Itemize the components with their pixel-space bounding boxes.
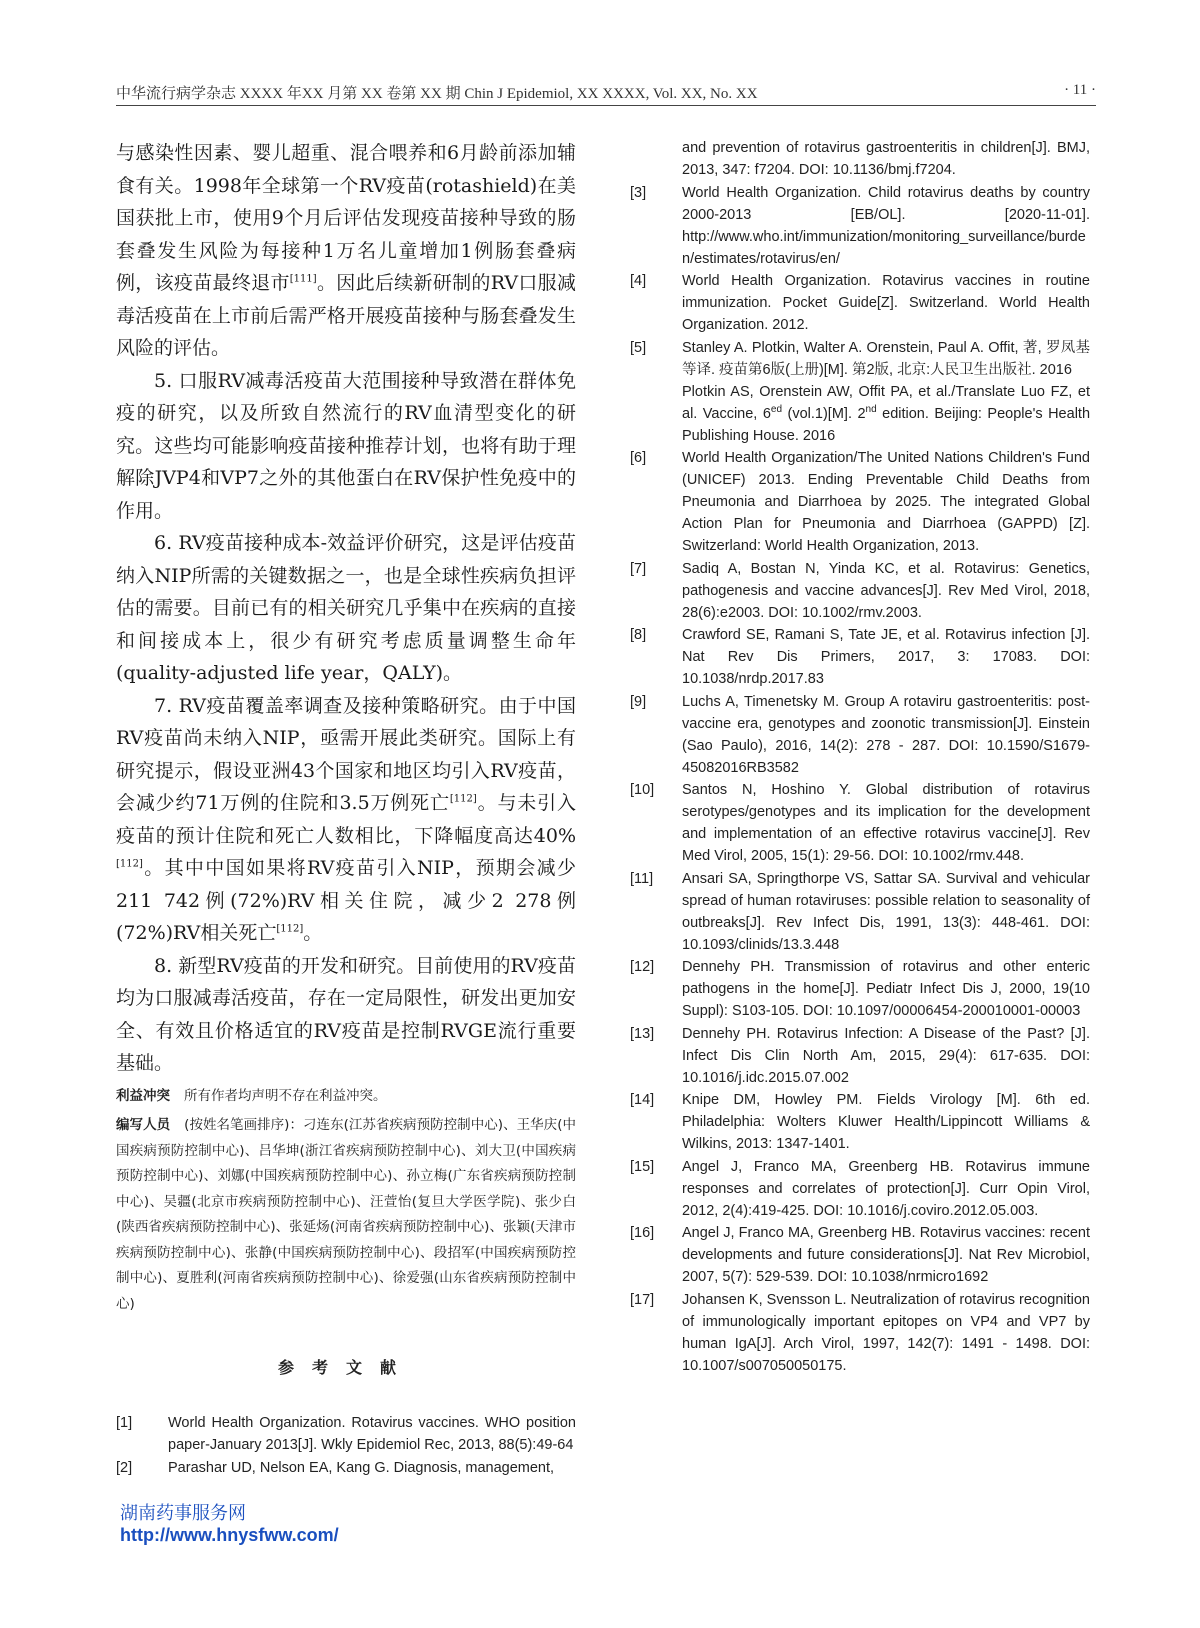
reference-text: Angel J, Franco MA, Greenberg HB. Rotavirus immune responses and correlates of protection[J]. Curr Opin Virol, 2012, 2(4):419-425. DOI: 10.1016/j.coviro.2012.05.003.: [682, 1158, 1090, 1219]
reference-item: [630, 868, 1090, 956]
reference-item: [630, 447, 1090, 557]
left-column: [116, 137, 576, 1479]
reference-number: [16]: [630, 1225, 655, 1241]
right-column: [630, 137, 1090, 1377]
reference-item: [630, 270, 1090, 336]
reference-item: [630, 956, 1090, 1022]
reference-text: World Health Organization. Child rotavirus deaths by country 2000-2013 [EB/OL]. [2020-11-01]. http://www.who.int/immunization/monitoring_surveillance/burden/estimates/rotavirus/en/: [682, 184, 1090, 267]
watermark-site-name: 湖南药事服务网: [120, 1503, 246, 1523]
reference-continuation: [630, 137, 1090, 181]
citation-superscript: [111]: [289, 273, 317, 285]
reference-text: Stanley A. Plotkin, Walter A. Orenstein, Paul A. Offit, 著, 罗凤基等译. 疫苗第6版(上册)[M]. 第2版, 北京:人民卫生出版社. 2016: [682, 339, 1090, 378]
journal-citation-header: 中华流行病学杂志 XXXX 年XX 月第 XX 卷第 XX 期 Chin J Epidemiol, XX XXXX, Vol. XX, No. XX: [116, 86, 758, 102]
reference-text: Parashar UD, Nelson EA, Kang G. Diagnosis, management,: [168, 1459, 555, 1476]
reference-number: [17]: [630, 1291, 655, 1308]
reference-item: [630, 691, 1090, 779]
reference-number: [13]: [630, 1025, 655, 1042]
reference-item: [630, 558, 1090, 624]
reference-number: [3]: [630, 184, 647, 201]
references-heading: 参考文献: [277, 1358, 414, 1377]
reference-text: Dennehy PH. Transmission of rotavirus and other enteric pathogens in the home[J]. Pediatr Infect Dis J, 2000, 19(10 Suppl): S103-105. DOI: 10.1097/00006454-200010001-00003: [682, 959, 1090, 1019]
conflict-of-interest: 利益冲突 所有作者均声明不存在利益冲突。: [116, 1087, 387, 1104]
website-watermark: [120, 1502, 339, 1546]
reference-text: Crawford SE, Ramani S, Tate JE, et al. Rotavirus infection [J]. Nat Rev Dis Primers, 2017, 3: 17083. DOI: 10.1038/nrdp.2017.83: [682, 627, 1090, 687]
reference-text: Sadiq A, Bostan N, Yinda KC, et al. Rotavirus: Genetics, pathogenesis and vaccine advances[J]. Rev Med Virol, 2018, 28(6):e2003. DOI: 10.1002/rmv.2003.: [682, 560, 1090, 621]
reference-item: [630, 1023, 1090, 1089]
reference-text: Angel J, Franco MA, Greenberg HB. Rotavirus vaccines: recent developments and future considerations[J]. Nat Rev Microbiol, 2007, 5(7): 529-539. DOI: 10.1038/nrmicro1692: [682, 1225, 1090, 1285]
reference-number: [5]: [630, 339, 647, 356]
reference-item: [116, 1457, 576, 1479]
watermark-url[interactable]: http://www.hnysfww.com/: [120, 1525, 339, 1545]
running-header: [116, 82, 1096, 104]
authors-label: 编写人员: [116, 1117, 171, 1133]
reference-text: Dennehy PH. Rotavirus Infection: A Disease of the Past? [J]. Infect Dis Clin North Am, 2015, 29(4): 617-635. DOI: 10.1016/j.idc.2015.07.002: [682, 1025, 1090, 1086]
reference-number: [8]: [630, 627, 647, 643]
reference-number: [15]: [630, 1158, 655, 1175]
reference-text-translation: Plotkin AS, Orenstein AW, Offit PA, et al./Translate Luo FZ, et al. Vaccine, $6^{ed}$ (vol.1)[M]. 2nd edition. Beijing: People's Health Publishing House. 2016: [682, 383, 1091, 444]
citation-superscript: [112]: [449, 793, 477, 805]
body-paragraph-item-8: 8. 新型RV疫苗的开发和研究。目前使用的RV疫苗均为口服减毒活疫苗，存在一定局限性，研发出更加安全、有效且价格适宜的RV疫苗是控制RVGE流行重要基础。: [116, 954, 576, 1074]
reference-text: Ansari SA, Springthorpe VS, Sattar SA. Survival and vehicular spread of human rotaviruses: possible relation to seasonality of outbreaks[J]. Rev Infect Dis, 1991, 13(3): 448-461. DOI: 10.1093/clinids/13.3.448: [682, 870, 1090, 953]
reference-text: World Health Organization. Rotavirus vaccines. WHO position paper-January 2013[J]. Wkly Epidemiol Rec, 2013, 88(5):49-64: [168, 1415, 576, 1453]
reference-number: [2]: [116, 1459, 133, 1476]
reference-text: Knipe DM, Howley PM. Fields Virology [M]. 6th ed. Philadelphia: Wolters Kluwer Health/Lippincott Williams & Wilkins, 2013: 1347-1401.: [682, 1092, 1090, 1152]
reference-item: [630, 1289, 1090, 1377]
reference-item: [630, 1089, 1090, 1155]
citation-superscript: [112]: [116, 858, 143, 870]
reference-list-right: [630, 137, 1090, 1377]
body-paragraph-item-6: 6. RV疫苗接种成本-效益评价研究，这是评估疫苗纳入NIP所需的关键数据之一，也是全球性疾病负担评估的需要。目前已有的相关研究几乎集中在疾病的直接和间接成本上，很少有研究考虑质量调整生命年(quality-adjusted life year，QALY)。: [116, 532, 576, 684]
body-paragraph-item-7: 7. RV疫苗覆盖率调查及接种策略研究。由于中国RV疫苗尚未纳入NIP，亟需开展此类研究。国际上有研究提示，假设亚洲43个国家和地区均引入RV疫苗，会减少约71万例的住院和3.5万例死亡[112]。与未引入疫苗的预计住院和死亡人数相比，下降幅度高达40%[112]。其中中国如果将RV疫苗引入NIP，预期会减少211 742例(72%)RV相关住院，减少2 278例(72%)RV相关死亡[112]。: [116, 694, 576, 944]
citation-superscript: [112]: [276, 923, 304, 935]
reference-item: [116, 1412, 576, 1456]
reference-text: Santos N, Hoshino Y. Global distribution of rotavirus serotypes/genotypes and its implication for the development and implementation of an effective rotavirus vaccine[J]. Rev Med Virol, 2005, 15(1): 29-56. DOI: 10.1002/rmv.448.: [682, 782, 1090, 864]
reference-number: [4]: [630, 273, 647, 289]
reference-list-left: [116, 1412, 576, 1479]
reference-number: [11]: [630, 870, 654, 887]
reference-item: [630, 779, 1090, 867]
page-number: · 11 ·: [1064, 82, 1096, 98]
reference-item: [630, 182, 1090, 270]
reference-number: [14]: [630, 1092, 655, 1108]
reference-item: [630, 337, 1090, 447]
authors-list: 编写人员 (按姓名笔画排序)：刁连东(江苏省疾病预防控制中心)、王华庆(中国疾病预防控制中心)、吕华坤(浙江省疾病预防控制中心)、刘大卫(中国疾病预防控制中心)、刘娜(中国疾病预防控制中心)、孙立梅(广东省疾病预防控制中心)、吴疆(北京市疾病预防控制中心)、汪萱怡(复旦大学医学院)、张少白(陕西省疾病预防控制中心)、张延炀(河南省疾病预防控制中心)、张颖(天津市疾病预防控制中心)、张静(中国疾病预防控制中心)、段招军(中国疾病预防控制中心)、夏胜利(河南省疾病预防控制中心)、徐爱强(山东省疾病预防控制中心): [116, 1117, 576, 1312]
reference-text: Luchs A, Timenetsky M. Group A rotaviru gastroenteritis: post-vaccine era, genotypes and zoonotic transmission[J]. Einstein (Sao Paulo), 2016, 14(2): 278 - 287. DOI: 10.1590/S1679-45082016RB3582: [682, 693, 1090, 776]
reference-number: [7]: [630, 560, 647, 577]
body-paragraph-item-5: 5. 口服RV减毒活疫苗大范围接种导致潜在群体免疫的研究，以及所致自然流行的RV血清型变化的研究。这些均可能影响疫苗接种推荐计划，也将有助于理解除JVP4和VP7之外的其他蛋白在RV保护性免疫中的作用。: [116, 369, 576, 522]
conflict-label: 利益冲突: [116, 1087, 170, 1104]
reference-number: [10]: [630, 782, 655, 798]
body-paragraph-intussusception: 与感染性因素、婴儿超重、混合喂养和6月龄前添加辅食有关。1998年全球第一个RV疫苗(rotashield)在美国获批上市，使用9个月后评估发现疫苗接种导致的肠套叠发生风险为每接种1万名儿童增加1例肠套叠病例，该疫苗最终退市[111]。因此后续新研制的RV口服减毒活疫苗在上市前后需严格开展疫苗接种与肠套叠发生风险的评估。: [116, 142, 576, 359]
reference-item: [630, 1222, 1090, 1288]
reference-number: [12]: [630, 959, 655, 975]
reference-number: [6]: [630, 450, 647, 466]
reference-text: World Health Organization. Rotavirus vaccines in routine immunization. Pocket Guide[Z]. Switzerland. World Health Organization. 2012.: [682, 273, 1090, 333]
reference-number: [9]: [630, 693, 647, 710]
reference-text: Johansen K, Svensson L. Neutralization of rotavirus recognition of immunologically important epitopes on VP4 and VP7 by human IgA[J]. Arch Virol, 1997, 142(7): 1491 - 1498. DOI: 10.1007/s007050050175.: [682, 1291, 1090, 1374]
reference-text: World Health Organization/The United Nations Children's Fund (UNICEF) 2013. Ending Preventable Child Deaths from Pneumonia and Diarrhoea by 2025. The integrated Global Action Plan for Pneumonia and Diarrhoea (GAPPD) [Z]. Switzerland: World Health Organization, 2013.: [682, 450, 1090, 554]
reference-item: [630, 1156, 1090, 1222]
reference-text: and prevention of rotavirus gastroenteritis in children[J]. BMJ, 2013, 347: f7204. DOI: 10.1136/bmj.f7204.: [682, 140, 1090, 178]
reference-item: [630, 624, 1090, 690]
reference-number: [1]: [116, 1415, 133, 1431]
header-rule: [116, 105, 1096, 106]
